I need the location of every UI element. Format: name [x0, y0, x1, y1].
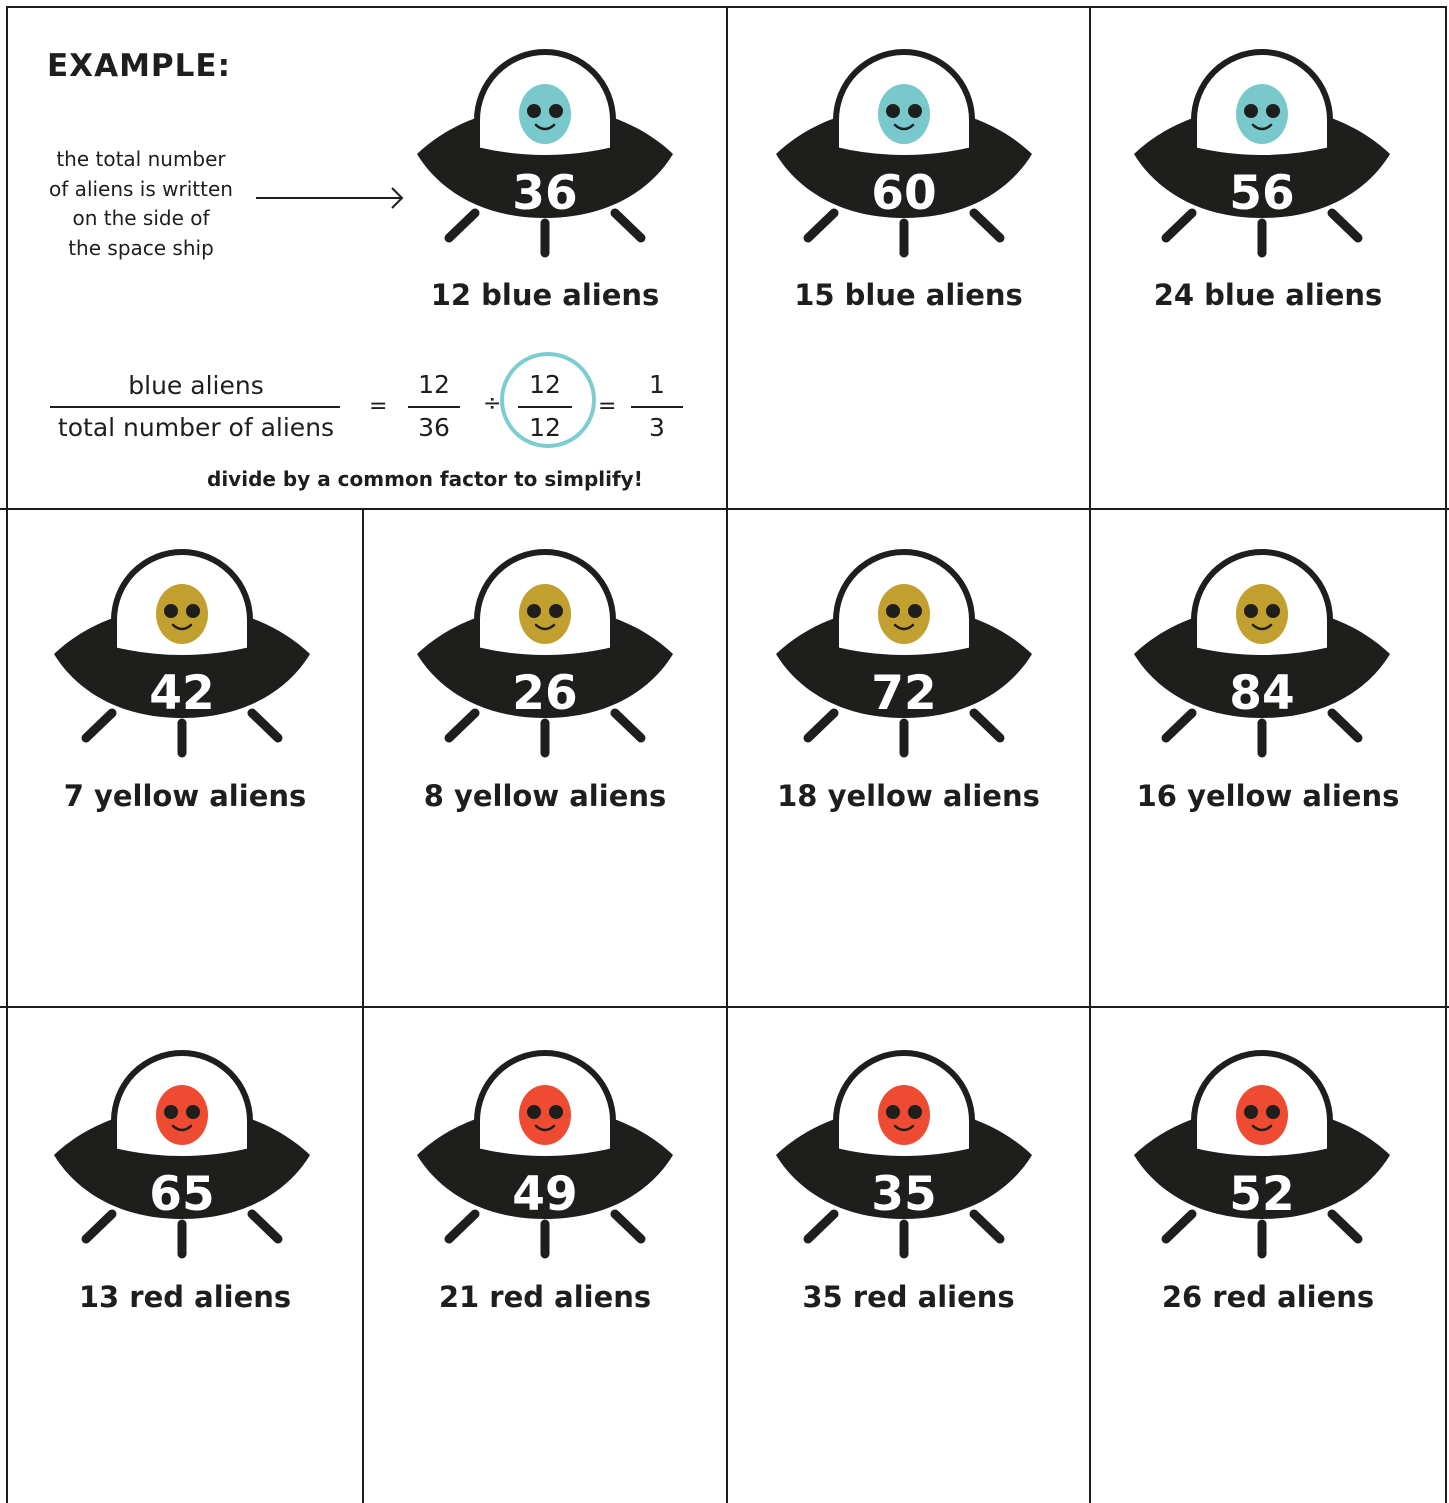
alien-eye [1244, 1105, 1258, 1119]
fraction-bar [518, 406, 572, 408]
alien-head [1236, 84, 1288, 144]
divider-col-2 [726, 6, 728, 1503]
ufo-icon [1132, 548, 1392, 763]
alien-eye [549, 604, 563, 618]
alien-ship [415, 548, 675, 763]
equals-sign: = [598, 394, 617, 419]
alien-head [519, 584, 571, 644]
alien-head [878, 584, 930, 644]
ufo-icon [774, 1049, 1034, 1264]
ship-number: 49 [512, 1167, 578, 1222]
alien-eye [186, 1105, 200, 1119]
ship-number: 26 [512, 666, 578, 721]
alien-head [156, 1085, 208, 1145]
alien-eye [549, 104, 563, 118]
example-ship [415, 48, 675, 263]
equals-sign: = [369, 394, 388, 419]
arrow-icon [256, 186, 406, 210]
alien-eye [886, 1105, 900, 1119]
border-right [1445, 6, 1447, 1503]
alien-count-caption: 15 blue aliens [794, 278, 1023, 312]
alien-count-caption: 35 red aliens [802, 1280, 1015, 1314]
ship-number: 42 [149, 666, 215, 721]
alien-eye [886, 604, 900, 618]
fraction-bar [631, 406, 683, 408]
ufo-icon [1132, 1049, 1392, 1264]
ship-number: 52 [1229, 1167, 1295, 1222]
note-line: on the side of [72, 206, 210, 230]
ufo-icon [774, 48, 1034, 263]
alien-ship [774, 548, 1034, 763]
alien-ship [1132, 548, 1392, 763]
ufo-icon [415, 1049, 675, 1264]
alien-eye [1244, 604, 1258, 618]
alien-eye [886, 104, 900, 118]
alien-ship [774, 1049, 1034, 1264]
example-caption: 12 blue aliens [430, 278, 660, 312]
fraction-3-denominator: 3 [649, 413, 665, 442]
alien-count-caption: 16 yellow aliens [1136, 779, 1400, 813]
example-note [30, 145, 252, 263]
alien-head [156, 584, 208, 644]
alien-ship [1132, 48, 1392, 263]
alien-count-caption: 18 yellow aliens [777, 779, 1040, 813]
alien-head [878, 1085, 930, 1145]
divider-row-2 [0, 1006, 1449, 1008]
formula-denominator-label: total number of aliens [57, 413, 335, 442]
simplify-hint: divide by a common factor to simplify! [207, 467, 643, 491]
ship-number: 84 [1229, 666, 1295, 721]
note-line: of aliens is written [49, 176, 233, 201]
alien-eye [1266, 104, 1280, 118]
ship-number: 65 [149, 1167, 215, 1222]
alien-eye [164, 1105, 178, 1119]
alien-head [878, 84, 930, 144]
alien-head [519, 84, 571, 144]
alien-eye [527, 1105, 541, 1119]
fraction-1-numerator: 12 [418, 370, 450, 399]
fraction-2-denominator: 12 [529, 413, 561, 442]
border-left [6, 6, 8, 1503]
ufo-icon [1132, 48, 1392, 263]
ufo-icon [52, 1049, 312, 1264]
alien-eye [908, 1105, 922, 1119]
alien-ship [52, 548, 312, 763]
alien-eye [549, 1105, 563, 1119]
note-line: the space ship [68, 235, 214, 260]
ufo-icon [774, 548, 1034, 763]
fraction-bar [408, 406, 460, 408]
alien-eye [908, 104, 922, 118]
fraction-1-denominator: 36 [418, 413, 450, 442]
ship-number: 35 [871, 1167, 937, 1222]
alien-count-caption: 26 red aliens [1161, 1280, 1375, 1314]
fraction-3-numerator: 1 [649, 370, 665, 399]
alien-count-caption: 13 red aliens [78, 1280, 292, 1314]
fraction-bar [50, 406, 340, 408]
alien-eye [1244, 104, 1258, 118]
ship-number: 72 [871, 666, 937, 721]
alien-eye [1266, 1105, 1280, 1119]
alien-ship [1132, 1049, 1392, 1264]
ship-number: 36 [512, 166, 578, 221]
ship-number: 60 [871, 166, 937, 221]
ufo-icon [415, 48, 675, 263]
divider-row-1 [0, 508, 1449, 510]
fraction-2-numerator: 12 [529, 370, 561, 399]
divider-col-1 [362, 508, 364, 1503]
alien-ship [774, 48, 1034, 263]
alien-eye [1266, 604, 1280, 618]
alien-eye [186, 604, 200, 618]
alien-ship [415, 1049, 675, 1264]
divider-col-3 [1089, 6, 1091, 1503]
alien-eye [527, 104, 541, 118]
alien-count-caption: 24 blue aliens [1153, 278, 1383, 312]
ship-number: 56 [1229, 166, 1295, 221]
divide-sign: ÷ [483, 391, 502, 416]
alien-count-caption: 21 red aliens [438, 1280, 652, 1314]
alien-head [519, 1085, 571, 1145]
alien-count-caption: 8 yellow aliens [423, 779, 667, 813]
alien-eye [164, 604, 178, 618]
formula-numerator-label: blue aliens [128, 371, 264, 400]
alien-ship [52, 1049, 312, 1264]
ufo-icon [415, 548, 675, 763]
note-line: the total number [56, 147, 226, 171]
alien-count-caption: 7 yellow aliens [63, 779, 307, 813]
ufo-icon [52, 548, 312, 763]
example-title: EXAMPLE: [47, 48, 231, 84]
alien-eye [908, 604, 922, 618]
alien-head [1236, 584, 1288, 644]
alien-head [1236, 1085, 1288, 1145]
alien-eye [527, 604, 541, 618]
